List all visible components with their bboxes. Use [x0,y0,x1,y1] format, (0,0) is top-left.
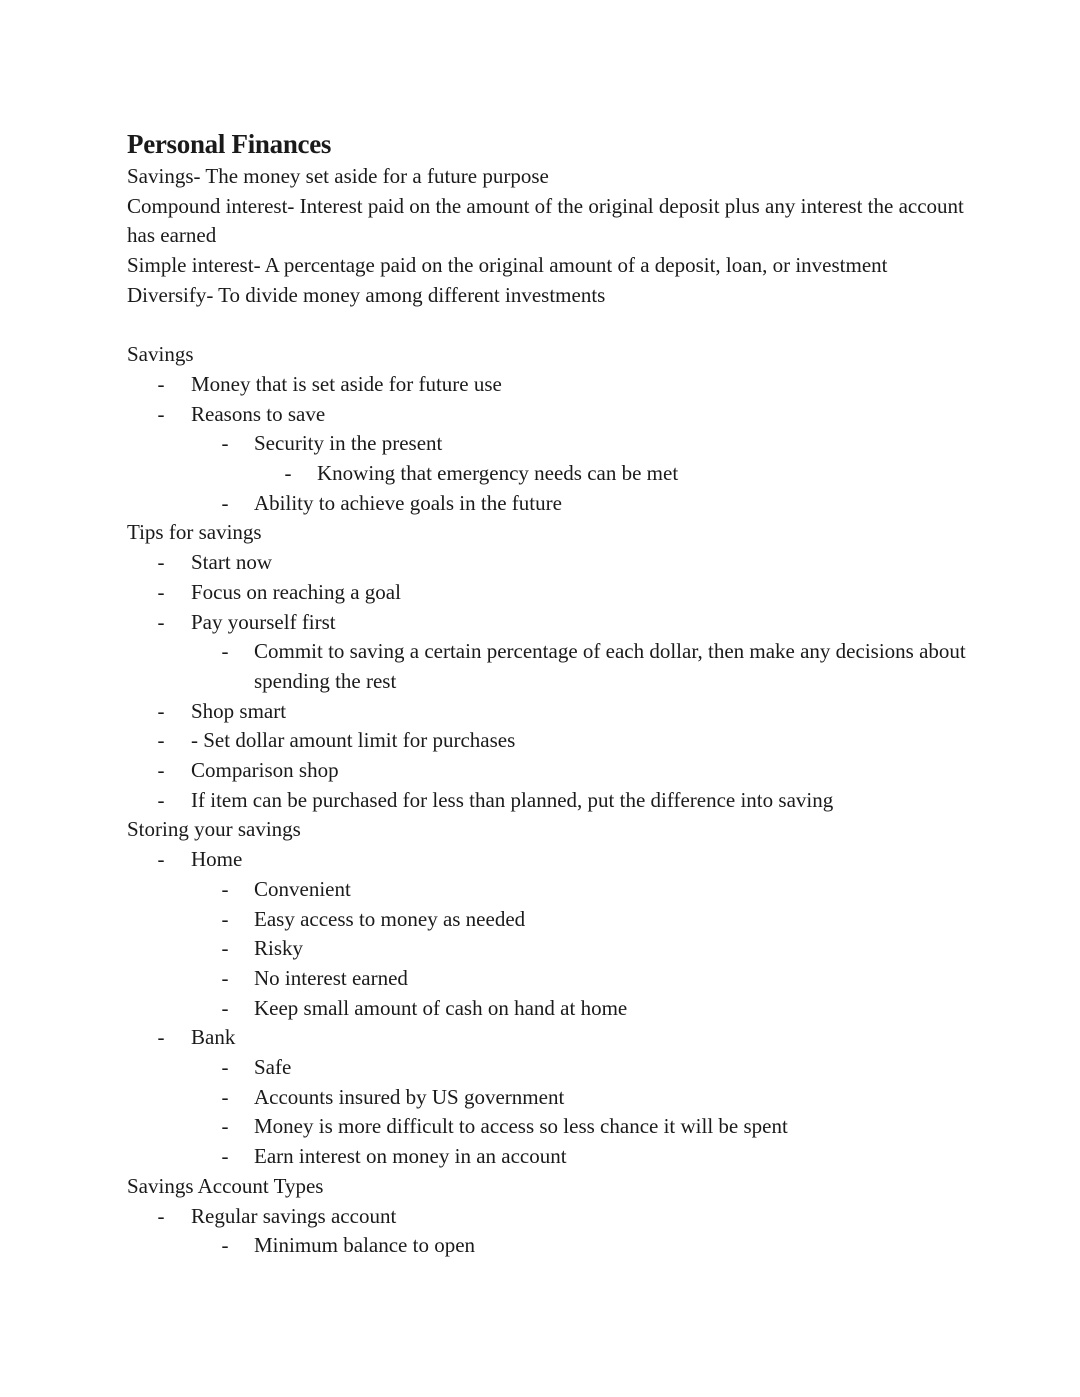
regular-savings-sublist [127,1231,967,1261]
bullet-dash: - [221,639,229,664]
bullet-dash: - [221,876,229,901]
bullet-dash: - [284,461,292,486]
reasons-list [127,429,967,459]
list-item [127,964,967,994]
list-item-text: Easy access to money as needed [254,906,526,931]
bullet-dash: - [221,906,229,931]
list-item-text: Money is more difficult to access so less chance it will be spent [254,1114,788,1139]
section-heading-storing: Storing your savings [127,817,301,842]
storing-home [127,845,967,875]
list-item-text: Knowing that emergency needs can be met [317,461,679,486]
definitions [127,162,967,311]
bullet-dash: - [221,965,229,990]
list-item [127,459,967,489]
list-item-text: - Set dollar amount limit for purchases [191,728,516,753]
bank-sublist [127,1053,967,1172]
list-item-text: Start now [191,550,273,575]
list-item [127,726,967,756]
bullet-dash: - [157,698,165,723]
security-sublist [127,459,967,489]
bullet-dash: - [157,609,165,634]
bullet-dash: - [221,1114,229,1139]
bullet-dash: - [157,550,165,575]
list-item [127,1231,967,1261]
tips-list-cont [127,697,967,816]
list-item [127,1202,967,1232]
section-heading-account-types: Savings Account Types [127,1173,324,1198]
list-item-text: Security in the present [254,431,443,456]
bullet-dash: - [221,431,229,456]
list-item-text: Money that is set aside for future use [191,371,502,396]
list-item-text: Keep small amount of cash on hand at home [254,995,628,1020]
list-item-text: If item can be purchased for less than planned, put the difference into saving [191,787,834,812]
list-item-text: Commit to saving a certain percentage of each dollar, then make any decisions about spending the rest [254,639,966,693]
list-item-text: Reasons to save [191,401,326,426]
bullet-dash: - [157,847,165,872]
list-item-text: Convenient [254,876,351,901]
bullet-dash: - [157,787,165,812]
list-item [127,845,967,875]
bullet-dash: - [221,490,229,515]
list-item-text: Ability to achieve goals in the future [254,490,562,515]
list-item [127,429,967,459]
home-sublist [127,875,967,1024]
list-item [127,608,967,638]
bullet-dash: - [157,579,165,604]
bullet-dash: - [157,728,165,753]
list-item [127,1142,967,1172]
storing-bank [127,1023,967,1053]
list-item [127,1083,967,1113]
bullet-dash: - [221,1144,229,1169]
list-item [127,756,967,786]
bullet-dash: - [221,1084,229,1109]
tips-list [127,548,967,637]
section-heading-savings: Savings [127,342,194,367]
definition-diversify: Diversify- To divide money among different investments [127,282,606,307]
document-page [127,126,967,1261]
list-item [127,905,967,935]
list-item-text: Regular savings account [191,1203,397,1228]
definition-savings: Savings- The money set aside for a future purpose [127,164,549,188]
definition-simple-interest: Simple interest- A percentage paid on the original amount of a deposit, loan, or investment [127,253,888,278]
list-item [127,637,967,696]
bullet-dash: - [157,1203,165,1228]
list-item [127,1112,967,1142]
definition-compound-interest: Compound interest- Interest paid on the amount of the original deposit plus any interest the account has earned [127,193,964,248]
list-item-text: Pay yourself first [191,609,336,634]
list-item-text: Shop smart [191,698,287,723]
bullet-dash: - [221,1055,229,1080]
account-types-list [127,1202,967,1232]
list-item-text: Comparison shop [191,758,339,783]
list-item-text: Safe [254,1055,292,1080]
list-item-text: Accounts insured by US government [254,1084,565,1109]
list-item-text: Home [191,847,243,872]
bullet-dash: - [157,371,165,396]
list-item [127,934,967,964]
list-item [127,1023,967,1053]
list-item [127,875,967,905]
bullet-dash: - [221,1233,229,1258]
pay-yourself-sublist [127,637,967,696]
bullet-dash: - [221,995,229,1020]
list-item-text: Focus on reaching a goal [191,579,401,604]
list-item [127,548,967,578]
list-item-text: Earn interest on money in an account [254,1144,567,1169]
page-title: Personal Finances [127,129,332,159]
bullet-dash: - [157,1025,165,1050]
list-item-text: Minimum balance to open [254,1233,476,1258]
list-item [127,578,967,608]
bullet-dash: - [221,936,229,961]
list-item [127,489,967,519]
list-item [127,697,967,727]
list-item-text: Risky [254,936,304,961]
list-item [127,400,967,430]
list-item [127,786,967,816]
list-item-text: Bank [191,1025,236,1050]
bullet-dash: - [157,758,165,783]
reasons-list-cont [127,489,967,519]
list-item [127,370,967,400]
list-item [127,994,967,1024]
list-item [127,1053,967,1083]
blank-line [127,311,967,341]
bullet-dash: - [157,401,165,426]
savings-list [127,370,967,429]
section-heading-tips: Tips for savings [127,520,262,545]
list-item-text: No interest earned [254,965,408,990]
